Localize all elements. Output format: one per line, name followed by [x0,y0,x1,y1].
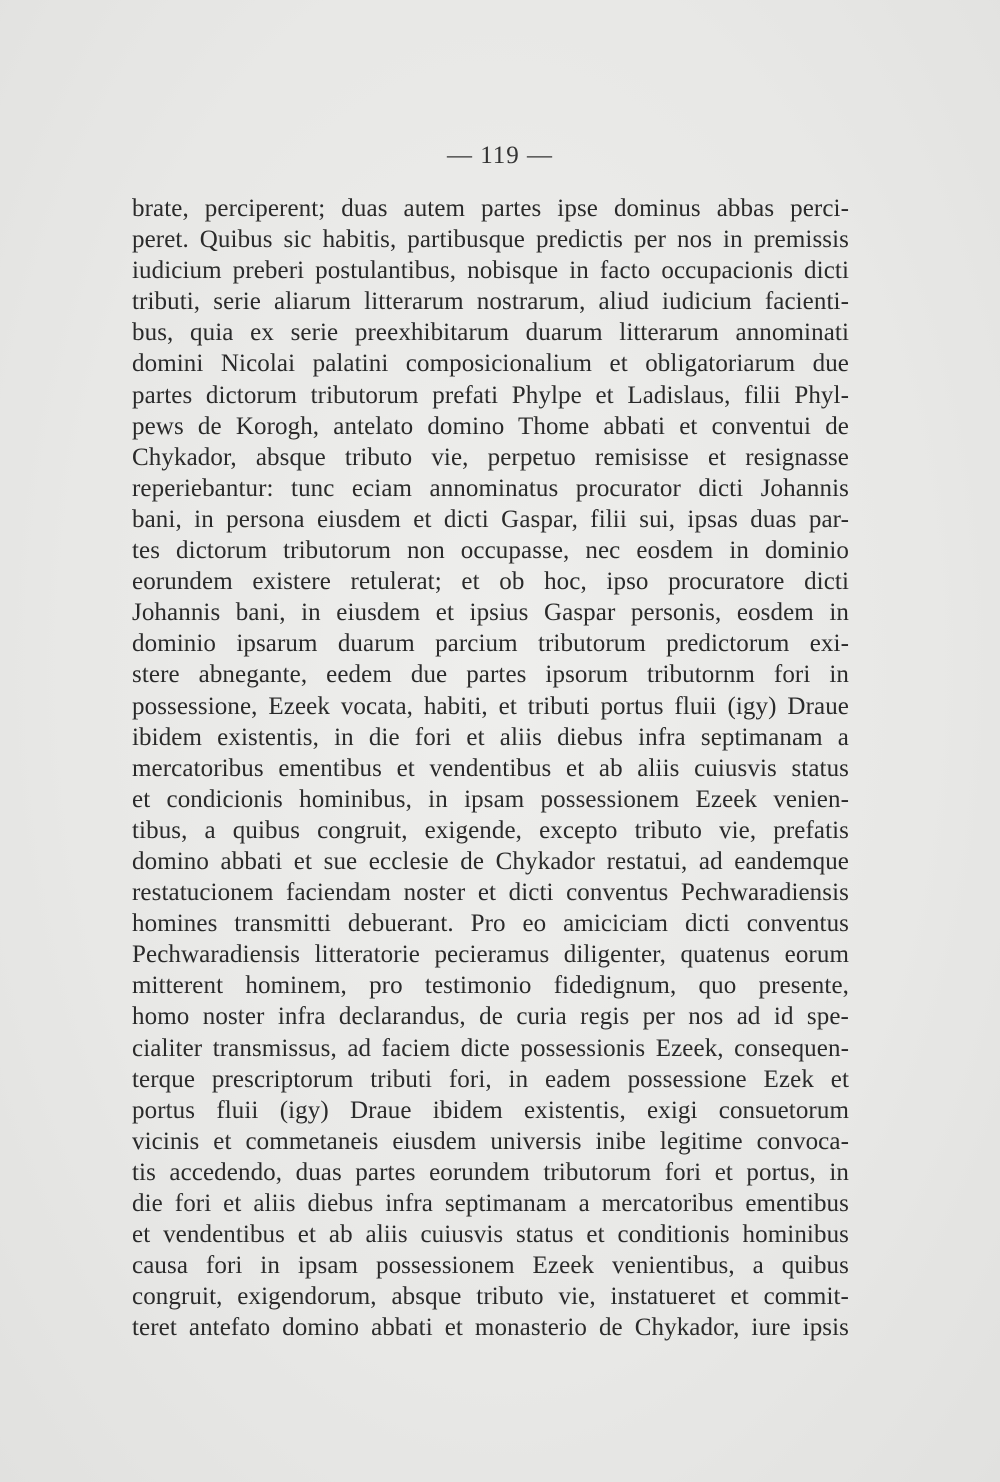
text-line: domini Nicolai palatini composicionalium et obligatoriarum due [132,350,849,378]
text-line: restatucionem faciendam noster et dicti conventus Pechwaradiensis [132,879,849,907]
body-text [132,193,849,1343]
text-line: ibidem existentis, in die fori et aliis diebus infra septimanam a [132,723,849,751]
text-line: homines transmitti debuerant. Pro eo amiciciam dicti conventus [132,910,849,938]
text-line: domino abbati et sue ecclesie de Chykador restatui, ad eandemque [132,847,849,875]
text-line: bus, quia ex serie preexhibitarum duarum litterarum annominati [132,319,849,347]
text-line: tes dictorum tributorum non occupasse, nec eosdem in dominio [132,537,849,565]
text-line: partes dictorum tributorum prefati Phylpe et Ladislaus, filii Phyl- [132,381,849,409]
text-line: homo noster infra declarandus, de curia regis per nos ad id spe- [132,1003,849,1031]
text-line: Johannis bani, in eiusdem et ipsius Gaspar personis, eosdem in [132,599,849,627]
text-line: et vendentibus et ab aliis cuiusvis status et conditionis hominibus [132,1221,849,1249]
text-line: mitterent hominem, pro testimonio fidedignum, quo presente, [132,972,849,1000]
text-line: teret antefato domino abbati et monasterio de Chykador, iure ipsis [132,1314,849,1342]
text-line: peret. Quibus sic habitis, partibusque predictis per nos in premissis [132,226,849,254]
text-line: terque prescriptorum tributi fori, in eadem possessione Ezek et [132,1065,849,1093]
text-line: tributi, serie aliarum litterarum nostrarum, aliud iudicium facienti- [132,288,849,316]
text-line: eorundem existere retulerat; et ob hoc, ipso procuratore dicti [132,568,849,596]
text-line: tis accedendo, duas partes eorundem tributorum fori et portus, in [132,1158,849,1186]
text-line: et condicionis hominibus, in ipsam possessionem Ezeek venien- [132,785,849,813]
text-line: reperiebantur: tunc eciam annominatus procurator dicti Johannis [132,474,849,502]
text-line: bani, in persona eiusdem et dicti Gaspar, filii sui, ipsas duas par- [132,505,849,533]
text-line: dominio ipsarum duarum parcium tributorum predictorum exi- [132,630,849,658]
text-line: pews de Korogh, antelato domino Thome abbati et conventui de [132,412,849,440]
text-line: portus fluii (igy) Draue ibidem existentis, exigi consuetorum [132,1096,849,1124]
text-line: brate, perciperent; duas autem partes ipse dominus abbas perci- [132,195,849,222]
text-line: causa fori in ipsam possessionem Ezeek venientibus, a quibus [132,1252,849,1280]
text-line: tibus, a quibus congruit, exigende, excepto tributo vie, prefatis [132,816,849,844]
text-line: stere abnegante, eedem due partes ipsorum tributornm fori in [132,661,849,689]
text-line: possessione, Ezeek vocata, habiti, et tributi portus fluii (igy) Draue [132,692,849,720]
text-line: congruit, exigendorum, absque tributo vie, instatueret et commit- [132,1283,849,1311]
text-line: mercatoribus ementibus et vendentibus et ab aliis cuiusvis status [132,754,849,782]
text-line: die fori et aliis diebus infra septimanam a mercatoribus ementibus [132,1190,849,1217]
text-line: vicinis et commetaneis eiusdem universis inibe legitime convoca- [132,1127,849,1155]
text-line: cialiter transmissus, ad faciem dicte possessionis Ezeek, consequen- [132,1034,849,1062]
text-line: Pechwaradiensis litteratorie pecieramus diligenter, quatenus eorum [132,941,849,969]
text-line: iudicium preberi postulantibus, nobisque in facto occupacionis dicti [132,257,849,285]
text-line: Chykador, absque tributo vie, perpetuo remisisse et resignasse [132,443,849,471]
page-number: — 119 — [446,142,554,169]
